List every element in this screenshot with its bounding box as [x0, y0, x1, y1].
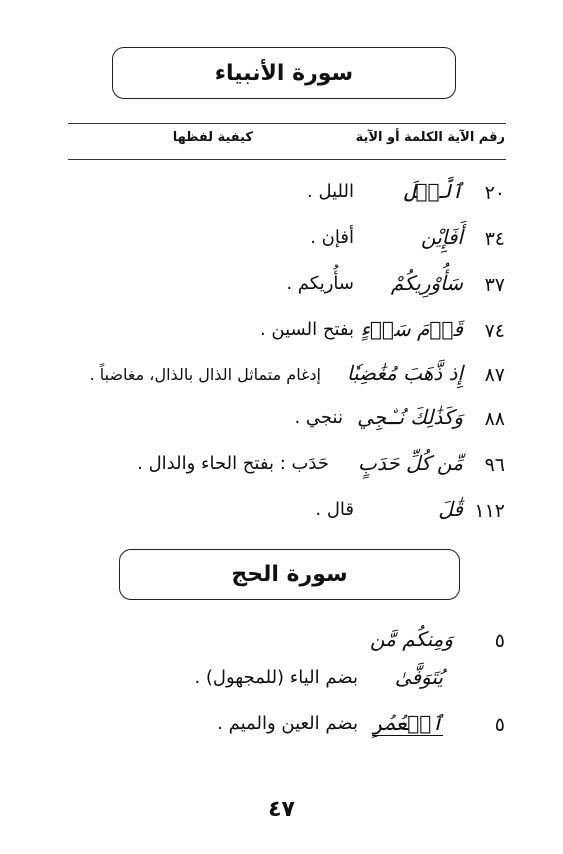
header-pronunciation: كيفية لفظها — [172, 130, 253, 145]
verse-number: ٣٤ — [484, 228, 505, 250]
quran-word: ٱلۡعُمُرِ — [372, 711, 443, 735]
page-number: ٤٧ — [268, 797, 295, 822]
verse-number: ٣٧ — [484, 274, 505, 296]
verse-number: ٥ — [494, 630, 505, 652]
pronunciation-text: بضم الياء (للمجهول) . — [194, 667, 358, 688]
quran-word: ٱلَّيۡلَ — [403, 179, 463, 203]
surah-title-hajj: سورة الحج — [231, 562, 348, 587]
pronunciation-text: بفتح السين . — [259, 319, 354, 340]
quran-word: وَمِنكُم مَّن — [369, 627, 453, 651]
pronunciation-text: ننجي . — [294, 407, 343, 428]
surah-title-box-hajj — [119, 549, 460, 600]
table-row — [0, 402, 563, 442]
table-header-rule — [68, 159, 506, 160]
table-row — [0, 222, 563, 262]
surah-title-box-anbiya — [112, 47, 456, 99]
header-verse-word: رقم الآية الكلمة أو الآية — [355, 130, 505, 145]
table-row — [0, 662, 563, 702]
table-row — [0, 448, 563, 488]
verse-number: ٧٤ — [484, 320, 505, 342]
quran-word: قَوۡمَ سَوۡءٍ — [360, 317, 463, 341]
quran-word: قَٰلَ — [438, 497, 463, 521]
quran-word: أَفَإِيْن — [420, 225, 463, 249]
quran-word: سَأُوْرِيكُمْ — [390, 271, 463, 295]
quran-word: مِّن كُلِّ حَدَبٍ — [357, 451, 463, 475]
table-row — [0, 708, 563, 748]
table-row — [0, 176, 563, 216]
pronunciation-text: حَدَب : بفتح الحاء والدال . — [137, 453, 329, 474]
table-row — [0, 624, 563, 664]
pronunciation-text: إدغام متماثل الذال بالذال، مغاضباً . — [89, 365, 321, 384]
pronunciation-text: قال . — [315, 499, 354, 520]
table-top-rule — [68, 123, 506, 124]
verse-number: ١١٢ — [474, 500, 505, 522]
table-row — [0, 494, 563, 534]
table-row — [0, 314, 563, 354]
quran-word: يُتَوَفَّىٰ — [394, 665, 443, 689]
pronunciation-text: سأُريكم . — [286, 273, 354, 294]
pronunciation-text: أفإن . — [310, 227, 354, 248]
quran-word: إِذ ذَّهَبَ مُغَٰضِبٗا — [346, 361, 463, 385]
pronunciation-text: الليل . — [307, 181, 354, 202]
surah-title-anbiya: سورة الأنبياء — [214, 60, 354, 86]
table-row — [0, 358, 563, 398]
verse-number: ٨٧ — [484, 364, 505, 386]
verse-number: ٥ — [494, 714, 505, 736]
quran-word: وَكَذَٰلِكَ نُـۨجِي — [357, 405, 463, 429]
verse-number: ٨٨ — [484, 408, 505, 430]
pronunciation-text: بضم العين والميم . — [217, 713, 358, 734]
verse-number: ٩٦ — [484, 454, 505, 476]
table-row — [0, 268, 563, 308]
verse-number: ٢٠ — [484, 182, 505, 204]
